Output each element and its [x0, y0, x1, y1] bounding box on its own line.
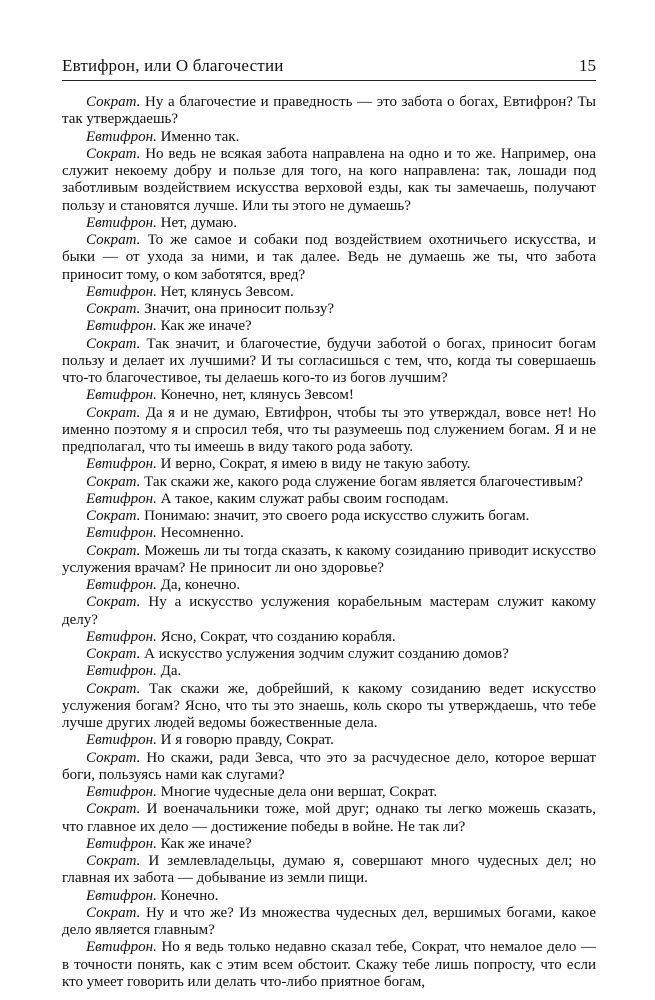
speaker-name: Сократ.	[86, 646, 141, 662]
speaker-name: Евтифрон.	[86, 887, 157, 904]
speech-text: Но скажи, ради Зевса, что это за расчудесное дело, которое вершат боги, пользуясь нами как слугами?	[62, 749, 597, 783]
speaker-name: Сократ.	[86, 749, 141, 766]
speech-text: Да я и не думаю, Евтифрон, чтобы ты это утверждал, вовсе нет! Но именно поэтому я и спросил тебя, что ты разумеешь под служением богам. Я и не предполагал, что ты имеешь в виду такого рода заботу.	[62, 404, 597, 455]
speech-text: Значит, она приносит пользу?	[144, 301, 335, 317]
speech-text: Понимаю: значит, это своего рода искусство служить богам.	[144, 508, 530, 524]
speaker-name: Евтифрон.	[86, 784, 157, 800]
dialogue-paragraph	[62, 284, 596, 301]
speaker-name: Сократ.	[86, 904, 141, 921]
dialogue-paragraph	[62, 905, 596, 940]
speaker-name: Сократ.	[86, 594, 141, 611]
dialogue-paragraph	[62, 646, 596, 663]
dialogue-paragraph	[62, 732, 596, 749]
dialogue-paragraph	[62, 784, 596, 801]
dialogue-paragraph	[62, 663, 596, 680]
dialogue-paragraph	[62, 836, 596, 853]
dialogue-paragraph	[62, 525, 596, 542]
speech-text: А такое, каким служат рабы своим господам.	[160, 490, 449, 507]
dialogue-paragraph	[62, 129, 596, 146]
dialogue-paragraph	[62, 456, 596, 473]
speaker-name: Евтифрон.	[86, 283, 157, 300]
dialogue-paragraph	[62, 939, 596, 991]
speaker-name: Сократ.	[86, 301, 141, 317]
speech-text: И я говорю правду, Сократ.	[160, 732, 334, 749]
speaker-name: Сократ.	[86, 145, 141, 162]
speech-text: Да, конечно.	[160, 577, 241, 593]
page-header	[62, 50, 596, 81]
speech-text: Как же иначе?	[160, 835, 252, 852]
speech-text: Так скажи же, какого рода служение богам является благочестивым?	[144, 473, 584, 490]
speaker-name: Евтифрон.	[86, 490, 157, 507]
dialogue-paragraph	[62, 681, 596, 733]
dialogue-paragraph	[62, 801, 596, 836]
speech-text: Да.	[160, 663, 182, 680]
speaker-name: Евтифрон.	[86, 663, 157, 680]
speech-text: И военачальники тоже, мой друг; однако ты легко можешь сказать, что главное их дело — достижение победы в войне. Не так ли?	[62, 801, 597, 835]
speech-text: И землевладельцы, думаю я, совершают много чудесных дел; но главная их забота — добывание из земли пищи.	[62, 853, 597, 887]
speaker-name: Евтифрон.	[86, 835, 157, 852]
speaker-name: Сократ.	[86, 473, 141, 490]
speech-text: Конечно.	[160, 887, 219, 904]
speech-text: Можешь ли ты тогда сказать, к какому созиданию приводит искусство услужения врачам? Не приносит ли оно здоровье?	[62, 542, 597, 576]
speaker-name: Евтифрон.	[86, 577, 157, 593]
speaker-name: Сократ.	[86, 404, 141, 421]
speech-text: Многие чудесные дела они вершат, Сократ.	[160, 784, 438, 800]
dialogue-paragraph	[62, 387, 596, 404]
speaker-name: Сократ.	[86, 335, 141, 352]
speech-text: Ясно, Сократ, что созданию корабля.	[160, 628, 396, 645]
speaker-name: Евтифрон.	[86, 525, 157, 542]
speaker-name: Евтифрон.	[86, 628, 157, 645]
dialogue-paragraph	[62, 888, 596, 905]
speech-text: И верно, Сократ, я имею в виду не такую заботу.	[160, 456, 471, 473]
speaker-name: Сократ.	[86, 680, 141, 697]
speech-text: Нет, клянусь Зевсом.	[160, 283, 294, 300]
speaker-name: Сократ.	[86, 853, 141, 869]
dialogue-paragraph	[62, 301, 596, 318]
dialogue-paragraph	[62, 853, 596, 888]
running-title: Евтифрон, или О благочестии	[62, 56, 284, 75]
speech-text: Ну и что же? Из множества чудесных дел, вершимых богами, какое дело является главным?	[62, 904, 597, 938]
speaker-name: Евтифрон.	[86, 456, 157, 473]
dialogue-paragraph	[62, 508, 596, 525]
dialogue-paragraph	[62, 146, 596, 215]
speaker-name: Евтифрон.	[86, 939, 157, 956]
dialogue-paragraph	[62, 543, 596, 578]
dialogue-paragraph	[62, 215, 596, 232]
dialogue-paragraph	[62, 491, 596, 508]
speech-text: Именно так.	[160, 128, 240, 145]
dialogue-paragraph	[62, 750, 596, 785]
speaker-name: Евтифрон.	[86, 214, 157, 231]
speaker-name: Сократ.	[86, 542, 141, 559]
dialogue-paragraph	[62, 94, 596, 129]
speech-text: Нет, думаю.	[160, 214, 237, 231]
dialogue-paragraph	[62, 336, 596, 388]
dialogue-paragraph	[62, 629, 596, 646]
speech-text: Ну а искусство услужения корабельным мастерам служит какому делу?	[62, 594, 597, 628]
speech-text: Конечно, нет, клянусь Зевсом!	[160, 387, 354, 404]
page-number: 15	[579, 56, 596, 75]
dialogue-paragraph	[62, 577, 596, 594]
speech-text: Но ведь не всякая забота направлена на одно и то же. Например, она служит некоему добру и пользе для того, на кого направлена: так, лошади под заботливым воздействием искусства верховой езды, как ты замечаешь, получают пользу и становятся лучше. Или ты этого не думаешь?	[62, 145, 597, 214]
dialogue-text	[62, 94, 596, 991]
speaker-name: Сократ.	[86, 94, 141, 110]
speaker-name: Сократ.	[86, 801, 141, 818]
dialogue-paragraph	[62, 405, 596, 457]
speaker-name: Евтифрон.	[86, 128, 157, 145]
dialogue-paragraph	[62, 594, 596, 629]
speech-text: Несомненно.	[160, 525, 244, 542]
speaker-name: Сократ.	[86, 508, 141, 524]
speech-text: Так значит, и благочестие, будучи заботой о богах, приносит богам пользу и делает их лучшими? И ты согласишься с тем, что, когда ты совершаешь что-то благочестивое, ты делаешь кого-то из богов лучшим?	[62, 335, 597, 386]
dialogue-paragraph	[62, 318, 596, 335]
speaker-name: Евтифрон.	[86, 732, 157, 749]
dialogue-paragraph	[62, 474, 596, 491]
speech-text: То же самое и собаки под воздействием охотничьего искусства, и быки — от ухода за ними, и так далее. Ведь не думаешь же ты, что забота приносит тому, о ком заботятся, вред?	[62, 232, 597, 283]
speech-text: Как же иначе?	[160, 318, 252, 335]
dialogue-paragraph	[62, 232, 596, 284]
speech-text: А искусство услужения зодчим служит созданию домов?	[144, 646, 509, 662]
speech-text: Ну а благочестие и праведность — это забота о богах, Евтифрон? Ты так утверждаешь?	[62, 94, 597, 128]
speaker-name: Евтифрон.	[86, 387, 157, 404]
speaker-name: Евтифрон.	[86, 318, 157, 335]
speaker-name: Сократ.	[86, 232, 141, 248]
speech-text: Так скажи же, добрейший, к какому созиданию ведет искусство услужения богам? Ясно, что ты это знаешь, коль скоро ты утверждаешь, что тебе лучше других людей ведомы божественные дела.	[62, 680, 596, 731]
speech-text: Но я ведь только недавно сказал тебе, Сократ, что немалое дело — в точности понять, как с этим всем обстоит. Скажу тебе лишь попросту, что если кто умеет говорить или делать что-либо приятное богам,	[62, 939, 597, 990]
